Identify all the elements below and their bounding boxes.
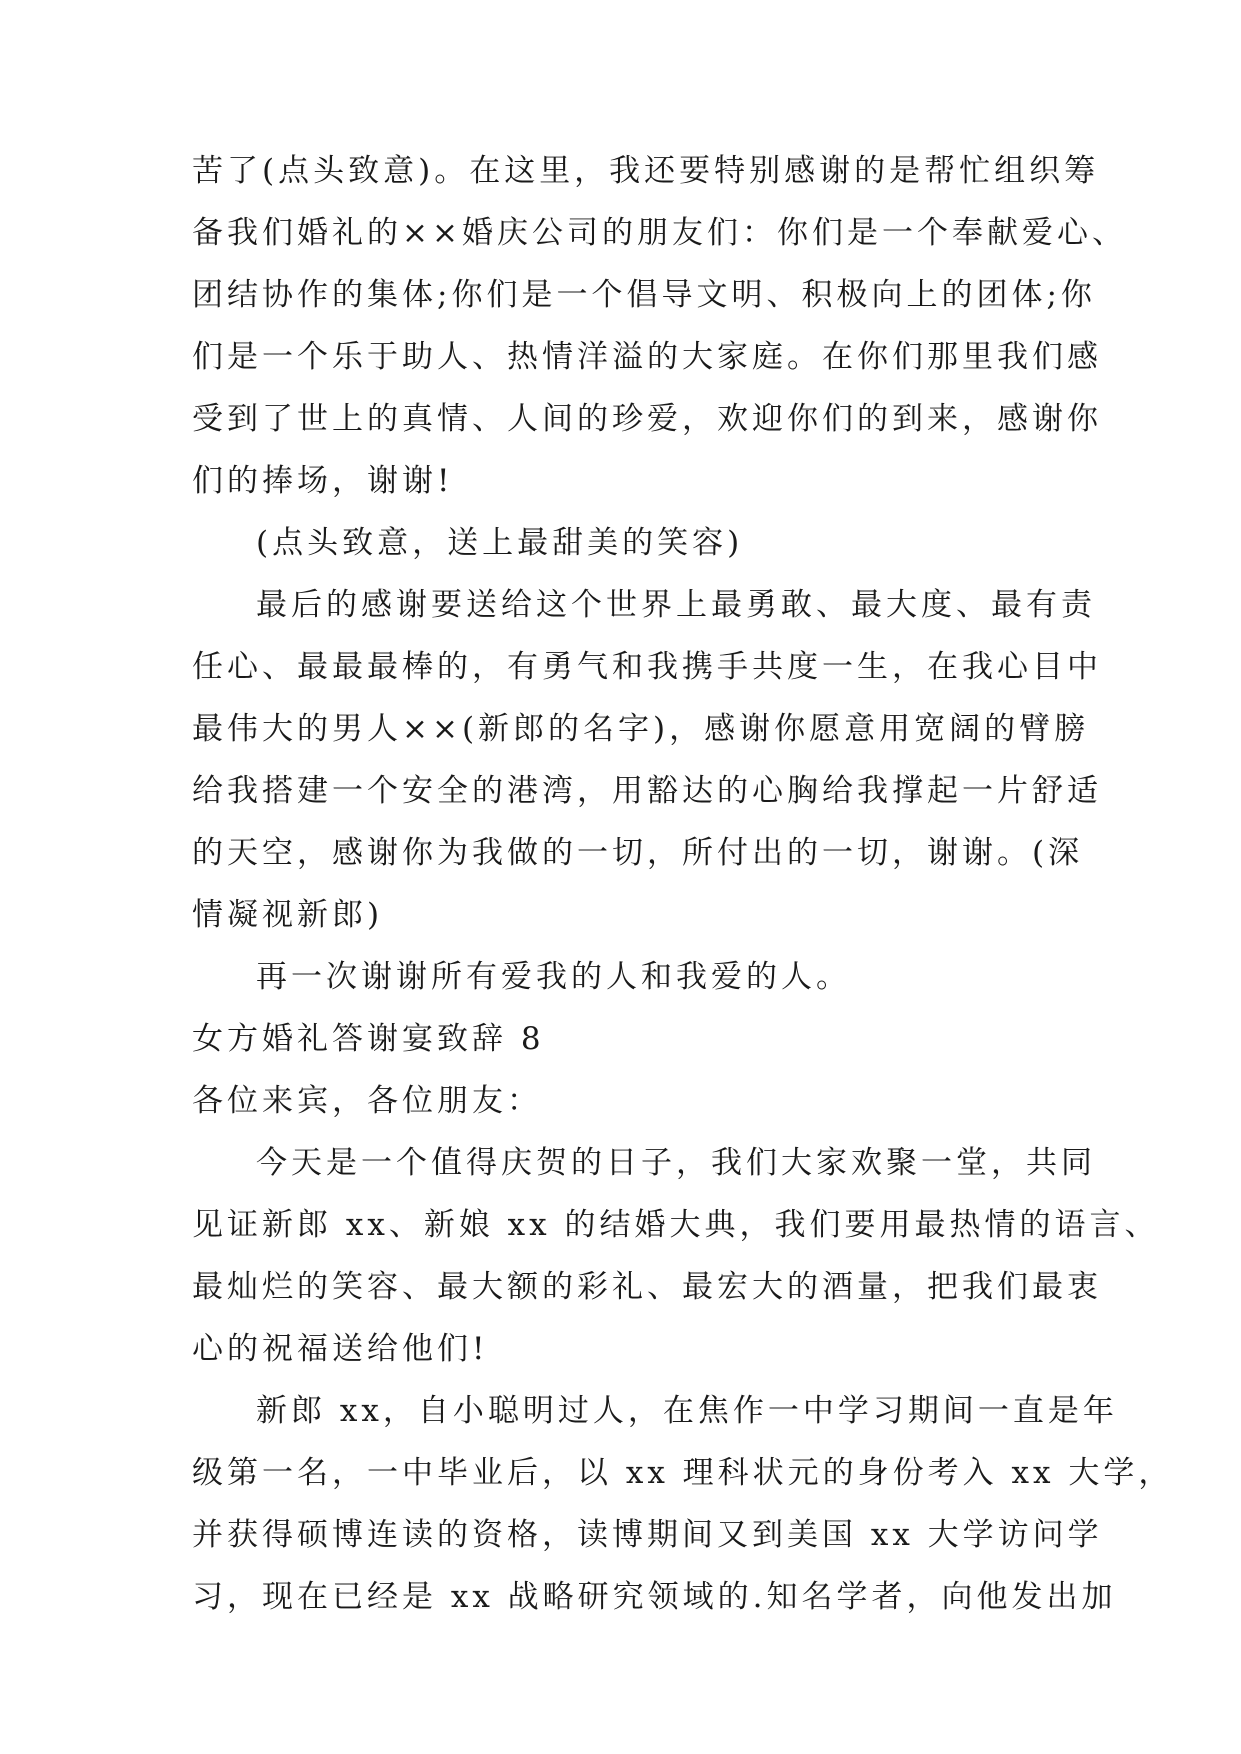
text-line: 的天空，感谢你为我做的一切，所付出的一切，谢谢。(深 (192, 835, 1084, 871)
text-line: 苦了(点头致意)。在这里，我还要特别感谢的是帮忙组织筹 (192, 153, 1100, 189)
text-line: 备我们婚礼的××婚庆公司的朋友们：你们是一个奉献爱心、 (192, 215, 1127, 251)
text-line: 们的捧场，谢谢! (192, 463, 454, 499)
text-line: 最伟大的男人××(新郎的名字)，感谢你愿意用宽阔的臂膀 (192, 711, 1090, 747)
salutation: 各位来宾，各位朋友： (192, 1083, 542, 1119)
text-line: 团结协作的集体;你们是一个倡导文明、积极向上的团体;你 (192, 277, 1096, 313)
text-line: (点头致意，送上最甜美的笑容) (256, 525, 744, 561)
text-line: 们是一个乐于助人、热情洋溢的大家庭。在你们那里我们感 (192, 339, 1102, 375)
text-line: 习，现在已经是 xx 战略研究领域的.知名学者，向他发出加 (192, 1579, 1117, 1615)
text-line: 再一次谢谢所有爱我的人和我爱的人。 (256, 959, 851, 995)
text-line: 心的祝福送给他们! (192, 1331, 489, 1367)
text-line: 新郎 xx，自小聪明过人，在焦作一中学习期间一直是年 (256, 1393, 1118, 1429)
text-line: 受到了世上的真情、人间的珍爱，欢迎你们的到来，感谢你 (192, 401, 1102, 437)
text-line: 并获得硕博连读的资格，读博期间又到美国 xx 大学访问学 (192, 1517, 1103, 1553)
text-line: 任心、最最最棒的，有勇气和我携手共度一生，在我心目中 (192, 649, 1102, 685)
text-line: 今天是一个值得庆贺的日子，我们大家欢聚一堂，共同 (256, 1145, 1096, 1181)
text-line: 最灿烂的笑容、最大额的彩礼、最宏大的酒量，把我们最衷 (192, 1269, 1102, 1305)
text-line: 见证新郎 xx、新娘 xx 的结婚大典，我们要用最热情的语言、 (192, 1207, 1160, 1243)
text-line: 级第一名，一中毕业后，以 xx 理科状元的身份考入 xx 大学， (192, 1455, 1174, 1491)
text-line: 给我搭建一个安全的港湾，用豁达的心胸给我撑起一片舒适 (192, 773, 1102, 809)
section-heading: 女方婚礼答谢宴致辞 8 (192, 1021, 545, 1057)
text-line: 最后的感谢要送给这个世界上最勇敢、最大度、最有责 (256, 587, 1096, 623)
text-line: 情凝视新郎) (192, 897, 384, 933)
